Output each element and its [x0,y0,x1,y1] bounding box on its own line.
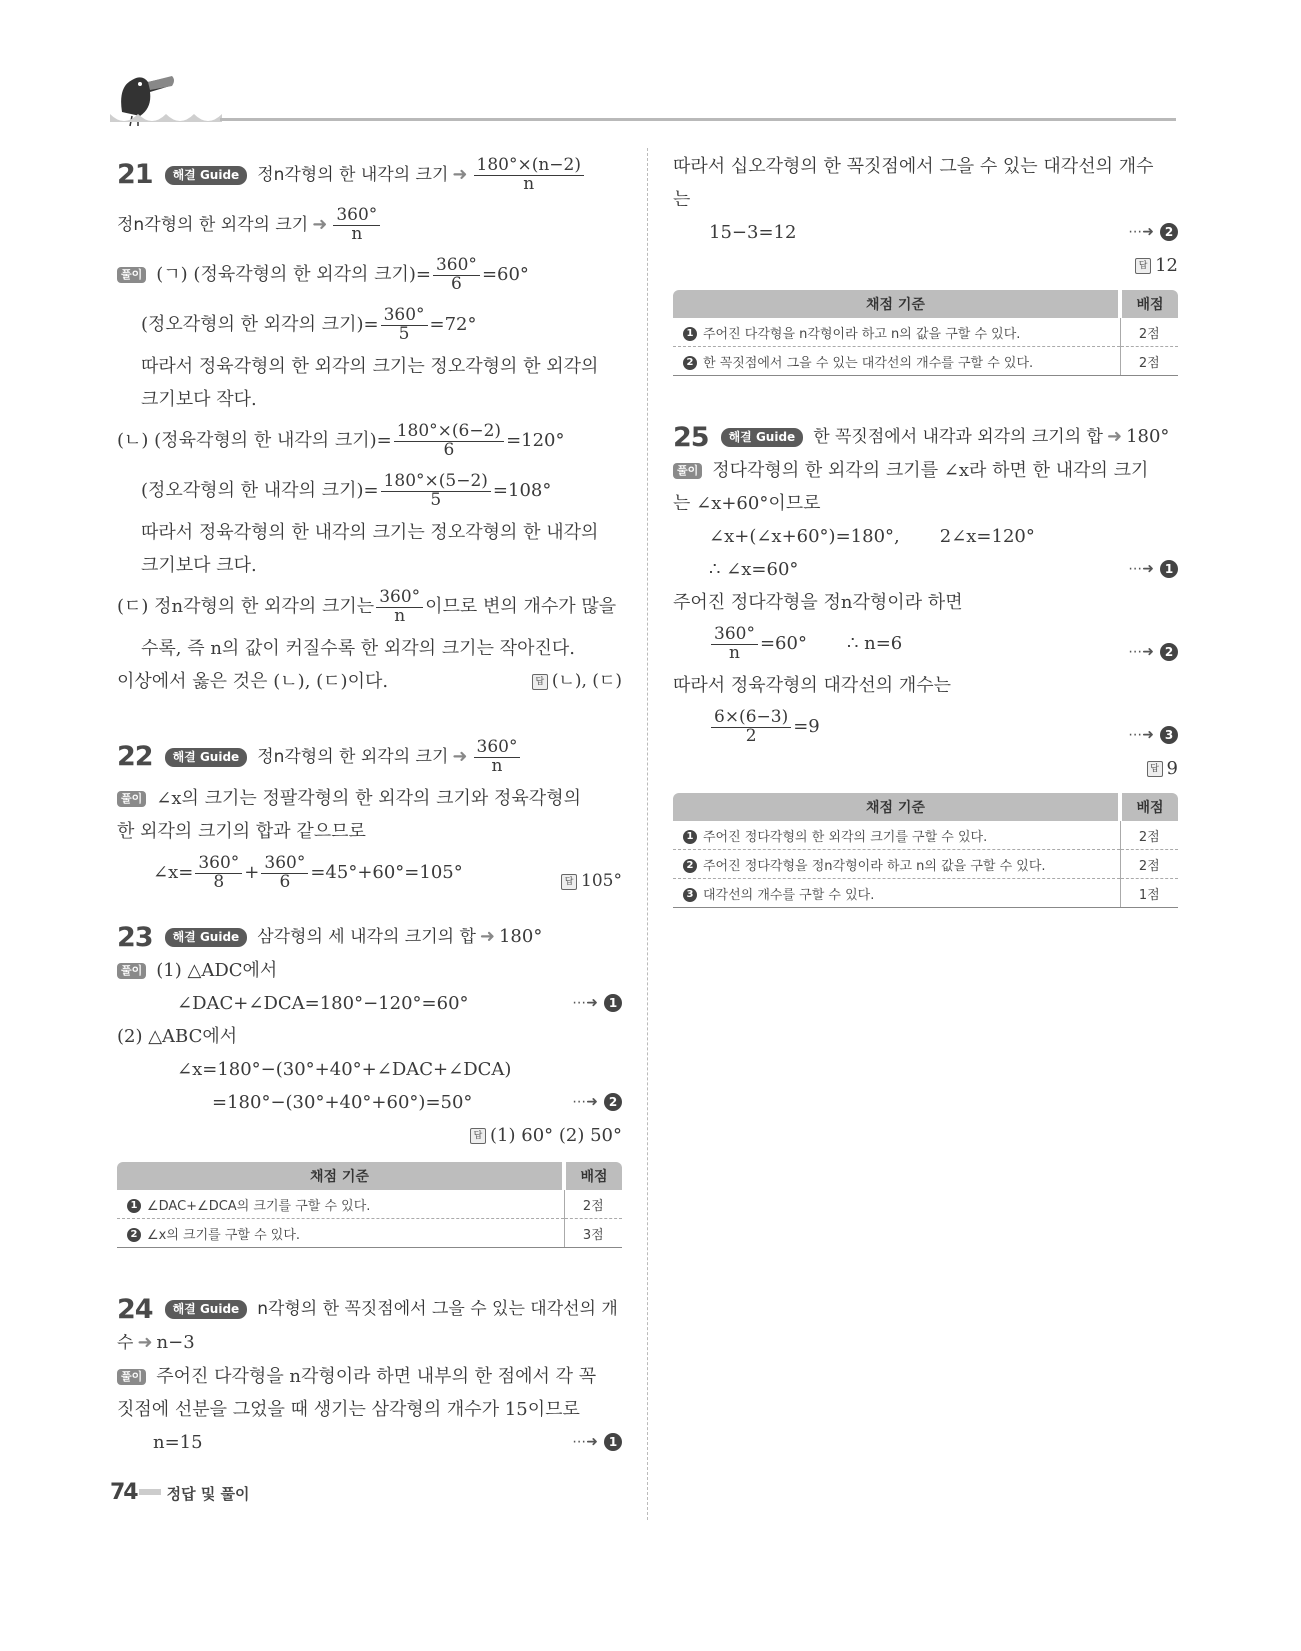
answer: 답 (ㄴ), (ㄷ) [532,665,622,698]
solution-line: (ㄴ) (정육각형의 한 내각의 크기)= $\frac{180^\circ\times(6-2)}{6}$ =120° [117,420,565,460]
arrow-icon: ➜ [452,746,468,767]
arrow-icon: ➜ [137,1332,153,1353]
step-2-icon: 2 [683,356,697,370]
solution-line: =180°−(30°+40°+60°)=50° ⋯➜ 2 [117,1086,622,1119]
solution-line: 풀이 주어진 다각형을 n각형이라 하면 내부의 한 점에서 각 꼭 [117,1360,622,1393]
grading-table [117,1162,622,1248]
footer-label: 정답 및 풀이 [166,1485,250,1503]
solution-line: 는 ∠x+60°이므로 [673,493,821,514]
step-2-icon: 2 [1160,643,1178,661]
step-marker: ⋯➜ 2 [1128,216,1178,249]
step-marker: ⋯➜ 2 [572,1086,622,1119]
answer-icon: 답 [1147,761,1163,777]
guide-text: n각형의 한 꼭짓점에서 그을 수 있는 대각선의 개 [257,1299,618,1319]
solution-line: ∠x=180°−(30°+40°+∠DAC+∠DCA) [177,1059,512,1080]
solution-line: 풀이 (1) △ADC에서 [117,954,622,987]
guide-badge: 해결 Guide [165,166,248,185]
step-3-icon: 3 [683,888,697,902]
solution-line: 짓점에 선분을 그었을 때 생기는 삼각형의 개수가 15이므로 [117,1399,580,1420]
problem-22-guide-line [117,732,622,782]
solution-line: $\frac{360^\circ}{n}$ =60° ∴ n=6 ⋯➜ 2 [673,619,1178,669]
solution-line: 따라서 정육각형의 대각선의 개수는 [673,675,951,696]
answer: 답 (1) 60° (2) 50° [470,1125,622,1146]
problem-number: 25 [673,421,709,453]
solution-badge: 풀이 [117,963,146,979]
solution-line: $\frac{6\times(6-3)}{2}$ =9 ⋯➜ 3 [673,702,1178,752]
solution-line: 따라서 정육각형의 한 내각의 크기는 정오각형의 한 내각의 [141,522,599,543]
step-1-icon: 1 [604,1433,622,1451]
arrow-icon: ➜ [479,926,495,947]
guide-badge: 해결 Guide [165,748,248,767]
step-1-icon: 1 [683,327,697,341]
solution-badge: 풀이 [117,267,146,283]
problem-24-continued [673,150,1178,376]
step-2-icon: 2 [127,1228,141,1242]
guide-text: 삼각형의 세 내각의 크기의 합 [257,927,476,947]
answer-line [117,1119,622,1152]
answer-line [673,752,1178,785]
table-row: 1 ∠DAC+∠DCA의 크기를 구할 수 있다. 2점 [117,1190,622,1219]
guide-text: 한 꼭짓점에서 내각과 외각의 크기의 합 [813,427,1103,447]
fraction: $\frac{180^\circ\times(5-2)}{5}$ [381,473,491,510]
step-marker: ⋯➜ 2 [1128,627,1178,677]
fraction: $\frac{360^\circ}{6}$ [261,855,308,892]
fraction: $\frac{360^\circ}{8}$ [195,855,242,892]
problem-23-guide-line: 23 해결 Guide 삼각형의 세 내각의 크기의 합 ➜ 180° [117,921,543,953]
solution-badge: 풀이 [673,463,702,479]
solution-line: n=15 ⋯➜ 1 [117,1426,622,1459]
solution-line: 크기보다 크다. [141,555,257,576]
solution-line: 는 [673,189,691,210]
grading-header-points: 배점 [1120,290,1178,318]
problem-21-guide-line [117,150,622,200]
solution-line: 따라서 정육각형의 한 외각의 크기는 정오각형의 한 외각의 [141,356,599,377]
problem-22 [117,732,622,898]
solution-line: 15−3=12 ⋯➜ 2 [673,216,1178,249]
solution-line: 풀이 (ㄱ) (정육각형의 한 외각의 크기)= $\frac{360^\circ}{6}$ =60° [117,250,622,300]
solution-line: ∠DAC+∠DCA=180°−120°=60° ⋯➜ 1 [117,987,622,1020]
problem-number: 22 [117,741,153,772]
problem-number: 24 [117,1293,153,1325]
answer-icon: 답 [470,1128,486,1144]
solution-line: (ㄷ) 정n각형의 한 외각의 크기는 $\frac{360^\circ}{n}$ 이므로 변의 개수가 많을 [117,586,617,626]
right-column [673,150,1178,908]
fraction: $\frac{360^\circ}{6}$ [433,257,480,294]
problem-25 [673,420,1178,908]
grading-header-criteria: 채점 기준 [673,290,1120,318]
problem-24-guide-line-2: 수 ➜ n−3 [117,1332,195,1353]
table-row: 2 ∠x의 크기를 구할 수 있다. 3점 [117,1219,622,1248]
step-1-icon: 1 [1160,560,1178,578]
arrow-icon: ➜ [1106,426,1123,447]
guide-text: 정n각형의 한 내각의 크기 [257,165,449,185]
table-row: 3 대각선의 개수를 구할 수 있다. 1점 [673,879,1178,908]
answer-line [673,249,1178,282]
table-row: 1 주어진 정다각형의 한 외각의 크기를 구할 수 있다. 2점 [673,821,1178,850]
fraction: $\frac{360^\circ}{5}$ [381,307,428,344]
column-divider [647,148,648,1520]
step-2-icon: 2 [604,1093,622,1111]
step-marker: ⋯➜ 1 [572,987,622,1020]
table-row: 2 한 꼭짓점에서 그을 수 있는 대각선의 개수를 구할 수 있다. 2점 [673,347,1178,376]
solution-line: (정오각형의 한 내각의 크기)= $\frac{180^\circ\times(5-2)}{5}$ =108° [141,470,552,510]
fraction: $\frac{180^\circ\times(n-2)}{n}$ [474,157,584,194]
fraction: $\frac{6\times(6-3)}{2}$ [711,709,791,746]
problem-number: 23 [117,921,153,953]
guide-badge: 해결 Guide [721,428,804,447]
solution-line: ∠x+(∠x+60°)=180°, 2∠x=120° [709,526,1035,547]
problem-23 [117,920,622,1248]
solution-line: ∴ ∠x=60° ⋯➜ 1 [673,553,1178,586]
step-2-icon: 2 [1160,223,1178,241]
fraction: $\frac{360^\circ}{n}$ [711,626,758,663]
grading-header-points: 배점 [1120,793,1178,821]
solution-line: 풀이 정다각형의 한 외각의 크기를 ∠x라 하면 한 내각의 크기 [673,454,1178,487]
wave-decoration [110,114,222,122]
grading-header-points: 배점 [564,1162,622,1190]
solution-line: 주어진 정다각형을 정n각형이라 하면 [673,592,963,613]
guide-text: 정n각형의 한 외각의 크기 [117,215,309,235]
left-column [117,150,622,1459]
solution-line: 따라서 십오각형의 한 꼭짓점에서 그을 수 있는 대각선의 개수 [673,156,1154,177]
page-footer [110,1480,250,1505]
header-decoration [110,62,1176,132]
answer: 답 105° [561,856,622,906]
solution-line: 수록, 즉 n의 값이 커질수록 한 외각의 크기는 작아진다. [141,638,575,659]
problem-25-guide-line: 25 해결 Guide 한 꼭짓점에서 내각과 외각의 크기의 합 ➜ 180° [673,421,1170,453]
table-row: 2 주어진 정다각형을 정n각형이라 하고 n의 값을 구할 수 있다. 2점 [673,850,1178,879]
solution-line: ∠x= $\frac{360^\circ}{8}$ + $\frac{360^\circ}{6}$ =45°+60°=105° 답 105° [117,848,622,898]
problem-24 [117,1292,622,1459]
solution-line: 풀이 ∠x의 크기는 정팔각형의 한 외각의 크기와 정육각형의 [117,782,622,815]
grading-header-criteria: 채점 기준 [673,793,1120,821]
table-row: 1 주어진 다각형을 n각형이라 하고 n의 값을 구할 수 있다. 2점 [673,318,1178,347]
answer: 답 9 [1147,758,1178,779]
answer-icon: 답 [561,874,577,890]
grading-header-criteria: 채점 기준 [117,1162,564,1190]
problem-21-guide-line-2 [117,200,622,250]
step-1-icon: 1 [604,994,622,1012]
arrow-icon: ➜ [312,214,328,235]
solution-line: 한 외각의 크기의 합과 같으므로 [117,821,366,842]
problem-24-guide-line [117,1292,622,1326]
header-rule [220,118,1176,121]
page-number: 74 [110,1480,137,1505]
answer: 답 12 [1135,255,1178,276]
fraction: $\frac{360^\circ}{n}$ [333,207,380,244]
step-marker: ⋯➜ 3 [1128,710,1178,760]
solution-line: (2) △ABC에서 [117,1026,238,1047]
fraction: $\frac{360^\circ}{n}$ [474,739,521,776]
answer-icon: 답 [1135,258,1151,274]
footer-bar-decoration [139,1489,161,1495]
guide-badge: 해결 Guide [165,1300,248,1319]
solution-line: 크기보다 작다. [141,389,257,410]
solution-badge: 풀이 [117,791,146,807]
solution-line: 이상에서 옳은 것은 (ㄴ), (ㄷ)이다. 답 (ㄴ), (ㄷ) [117,665,622,698]
fraction: $\frac{360^\circ}{n}$ [376,589,423,626]
guide-text: 정n각형의 한 외각의 크기 [257,747,449,767]
arrow-icon: ➜ [452,164,468,185]
answer-icon: 답 [532,674,548,690]
step-2-icon: 2 [683,859,697,873]
step-1-icon: 1 [683,830,697,844]
grading-table [673,793,1178,908]
grading-table [673,290,1178,376]
step-1-icon: 1 [127,1199,141,1213]
step-3-icon: 3 [1160,726,1178,744]
solution-line: (정오각형의 한 외각의 크기)= $\frac{360^\circ}{5}$ =72° [141,304,477,344]
problem-21 [117,150,622,698]
step-marker: ⋯➜ 1 [1128,553,1178,586]
solution-badge: 풀이 [117,1369,146,1385]
step-marker: ⋯➜ 1 [572,1426,622,1459]
problem-number: 21 [117,159,153,190]
guide-badge: 해결 Guide [165,928,248,947]
fraction: $\frac{180^\circ\times(6-2)}{6}$ [394,423,504,460]
